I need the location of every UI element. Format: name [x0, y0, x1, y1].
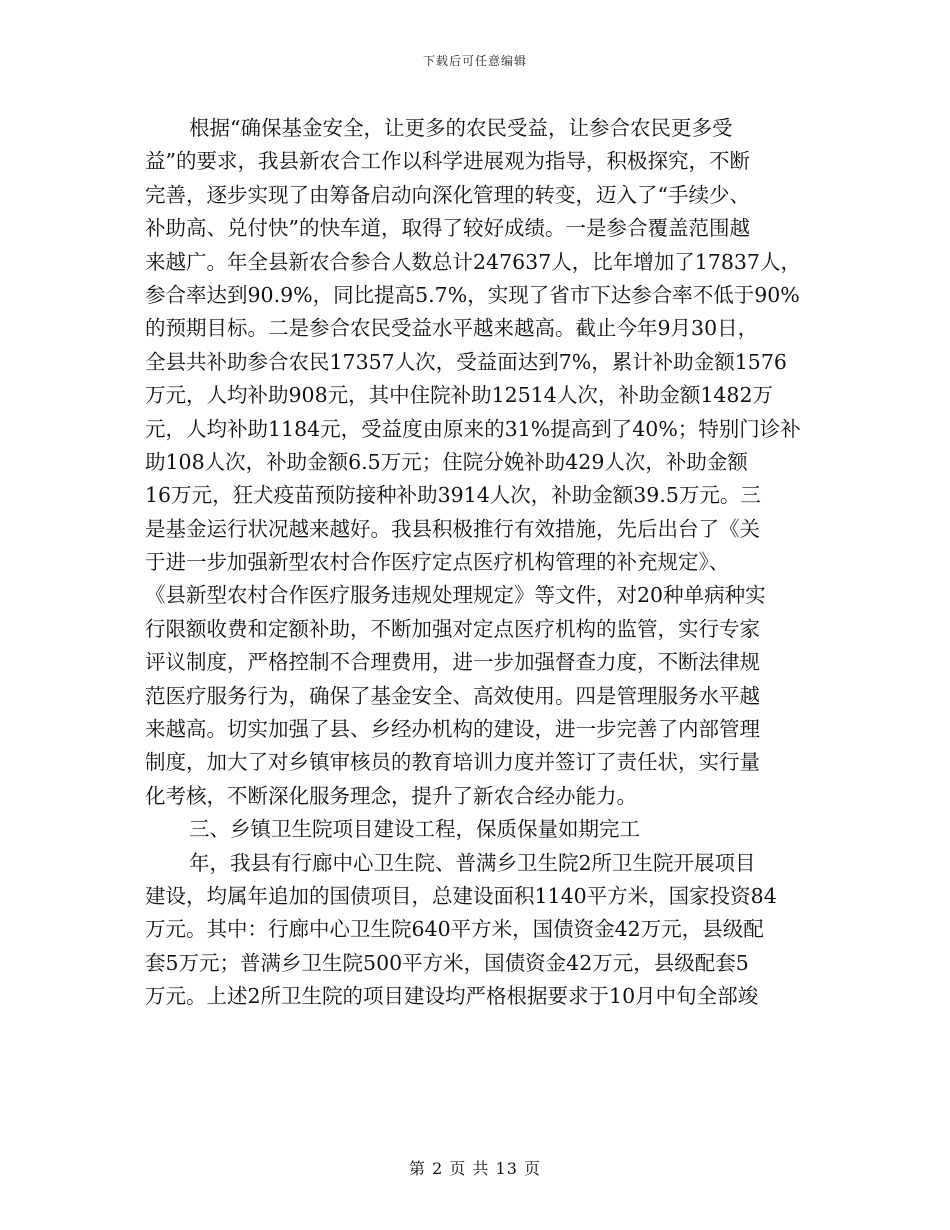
text-line: 评议制度，严格控制不合理费用，进一步加强督查力度，不断法律规 — [145, 650, 760, 675]
text-line: 全县共补助参合农民17357人次，受益面达到7%，累计补助金额1576 — [145, 349, 787, 374]
text-line: 年，我县有行廊中心卫生院、普满乡卫生院2所卫生院开展项目 — [189, 850, 756, 875]
text-line: 元，人均补助1184元，受益度由原来的31%提高到了40%；特别门诊补 — [145, 416, 801, 441]
text-line: 于进一步加强新型农村合作医疗定点医疗机构管理的补充规定》、 — [145, 550, 730, 575]
text-line: 补助高、兑付快”的快车道，取得了较好成绩。一是参合覆盖范围越 — [145, 216, 750, 241]
page-number-footer: 第 2 页 共 13 页 — [409, 1159, 541, 1178]
text-line: 16万元，狂犬疫苗预防接种补助3914人次，补助金额39.5万元。三 — [145, 483, 761, 508]
text-line: 是基金运行状况越来越好。我县积极推行有效措施，先后出台了《关 — [145, 516, 760, 541]
text-line: 助108人次，补助金额6.5万元；住院分娩补助429人次，补助金额 — [145, 449, 748, 474]
document-body — [145, 112, 813, 1014]
text-line: 范医疗服务行为，确保了基金安全、高效使用。四是管理服务水平越 — [145, 683, 760, 708]
text-line: 来越广。年全县新农合参合人数总计247637人，比年增加了17837人， — [145, 249, 801, 274]
text-line: 根据“确保基金安全，让更多的农民受益，让参合农民更多受 — [189, 116, 733, 140]
text-line: 来越高。切实加强了县、乡经办机构的建设，进一步完善了内部管理 — [145, 717, 760, 742]
page-header: 下载后可任意编辑 — [422, 54, 527, 68]
text-line: 的预期目标。二是参合农民受益水平越来越高。截止今年9月30日， — [145, 316, 759, 341]
text-line: 益”的要求，我县新农合工作以科学进展观为指导，积极探究，不断 — [145, 149, 750, 174]
text-line: 万元，人均补助908元，其中住院补助12514人次，补助金额1482万 — [145, 383, 774, 408]
text-line: 万元。其中：行廊中心卫生院640平方米，国债资金42万元，县级配 — [145, 917, 764, 942]
text-line: 完善，逐步实现了由筹备启动向深化管理的转变，迈入了“手续少、 — [145, 182, 750, 207]
text-line: 万元。上述2所卫生院的项目建设均严格根据要求于10月中旬全部竣 — [145, 984, 759, 1009]
text-line: 参合率达到90.9%，同比提高5.7%，实现了省市下达参合率不低于90% — [145, 282, 800, 307]
text-line: 化考核，不断深化服务理念，提升了新农合经办能力。 — [145, 783, 637, 808]
section-heading: 三、乡镇卫生院项目建设工程，保质保量如期完工 — [189, 817, 640, 842]
text-line: 制度，加大了对乡镇审核员的教育培训力度并签订了责任状，实行量 — [145, 750, 760, 775]
text-line: 行限额收费和定额补助，不断加强对定点医疗机构的监管，实行专家 — [145, 616, 760, 641]
text-line: 套5万元；普满乡卫生院500平方米，国债资金42万元，县级配套5 — [145, 950, 749, 975]
text-line: 建设，均属年追加的国债项目，总建设面积1140平方米，国家投资84 — [145, 883, 777, 908]
text-line: 《县新型农村合作医疗服务违规处理规定》等文件，对20种单病种实 — [145, 583, 766, 608]
